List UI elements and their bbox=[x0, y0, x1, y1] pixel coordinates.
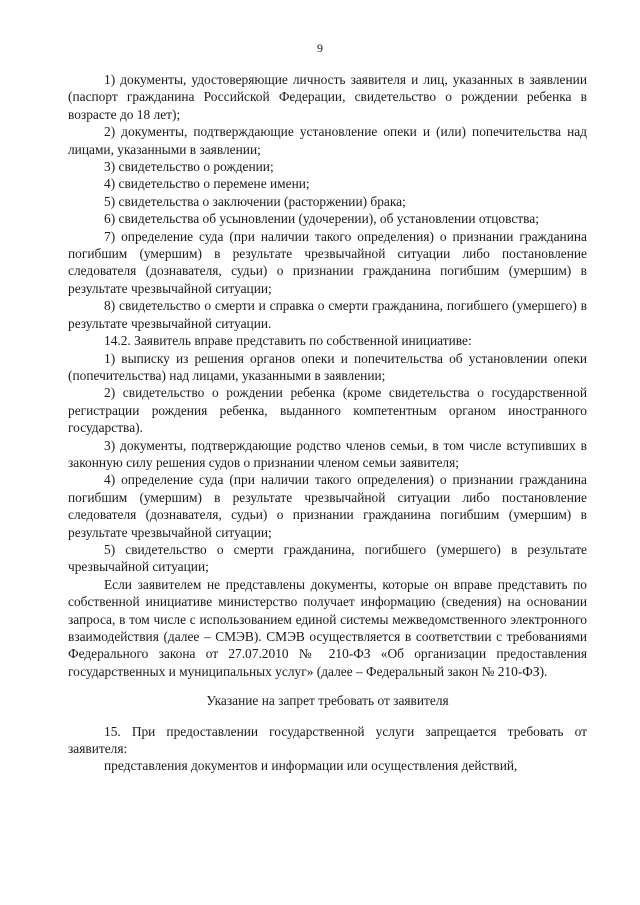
optional-item-2: 2) свидетельство о рождении ребенка (кроме свидетельства о государственной регистрации рождения ребенка, выданного компетентным органом иностранного государства). bbox=[68, 385, 587, 436]
smev-paragraph: Если заявителем не представлены документы, которые он вправе представить по собственной инициативе министерство получает информацию (сведения) на основании запроса, в том числе с использованием единой системы межведомственного электронного взаимодействия (далее – СМЭВ). СМЭВ осуществляется в соответствии с требованиями Федерального закона от 27.07.2010 № 210-ФЗ «Об организации предоставления государственных и муниципальных услуг» (далее – Федеральный закон № 210-ФЗ). bbox=[68, 576, 587, 679]
optional-item-4: 4) определение суда (при наличии такого определения) о признании гражданина погибшим (умершим) в результате чрезвычайной ситуации либо постановление следователя (дознавателя, судьи) о признании гражданина погибшим (умершим) в результате чрезвычайной ситуации; bbox=[68, 472, 587, 540]
section-heading: Указание на запрет требовать от заявителя bbox=[206, 693, 449, 709]
paragraph-item-2: 2) документы, подтверждающие установление опеки и (или) попечительства над лицами, указанными в заявлении; bbox=[68, 124, 587, 157]
optional-item-5: 5) свидетельство о смерти гражданина, погибшего (умершего) в результате чрезвычайной ситуации; bbox=[68, 541, 587, 575]
clause-14-2: 14.2. Заявитель вправе представить по собственной инициативе: bbox=[104, 333, 472, 349]
clause-15: 15. При предоставлении государственной услуги запрещается требовать от заявителя: bbox=[68, 723, 587, 757]
document-body bbox=[68, 71, 587, 775]
paragraph-item-3: 3) свидетельство о рождении; bbox=[104, 159, 274, 175]
page-number: 9 bbox=[317, 41, 323, 55]
paragraph-item-7: 7) определение суда (при наличии такого определения) о признании гражданина погибшим (умершим) в результате чрезвычайной ситуации либо постановление следователя (дознавателя, судьи) о признании гражданина погибшим (умершим) в результате чрезвычайной ситуации; bbox=[68, 228, 587, 296]
clause-15-continuation: представления документов и информации или осуществления действий, bbox=[104, 758, 518, 774]
paragraph-item-8: 8) свидетельство о смерти и справка о смерти гражданина, погибшего (умершего) в результате чрезвычайной ситуации. bbox=[68, 298, 587, 331]
optional-item-3: 3) документы, подтверждающие родство членов семьи, в том числе вступивших в законную силу решения судов о признании членом семьи заявителя; bbox=[68, 437, 587, 470]
optional-item-1: 1) выписку из решения органов опеки и попечительства об установлении опеки (попечительства) над лицами, указанными в заявлении; bbox=[68, 350, 587, 383]
paragraph-item-1: 1) документы, удостоверяющие личность заявителя и лиц, указанных в заявлении (паспорт гражданина Российской Федерации, свидетельство о рождении ребенка в возрасте до 18 лет); bbox=[68, 72, 587, 122]
paragraph-item-6: 6) свидетельства об усыновлении (удочерении), об установлении отцовства; bbox=[104, 211, 539, 227]
paragraph-item-4: 4) свидетельство о перемене имени; bbox=[104, 176, 310, 192]
paragraph-item-5: 5) свидетельства о заключении (расторжении) брака; bbox=[104, 193, 406, 209]
